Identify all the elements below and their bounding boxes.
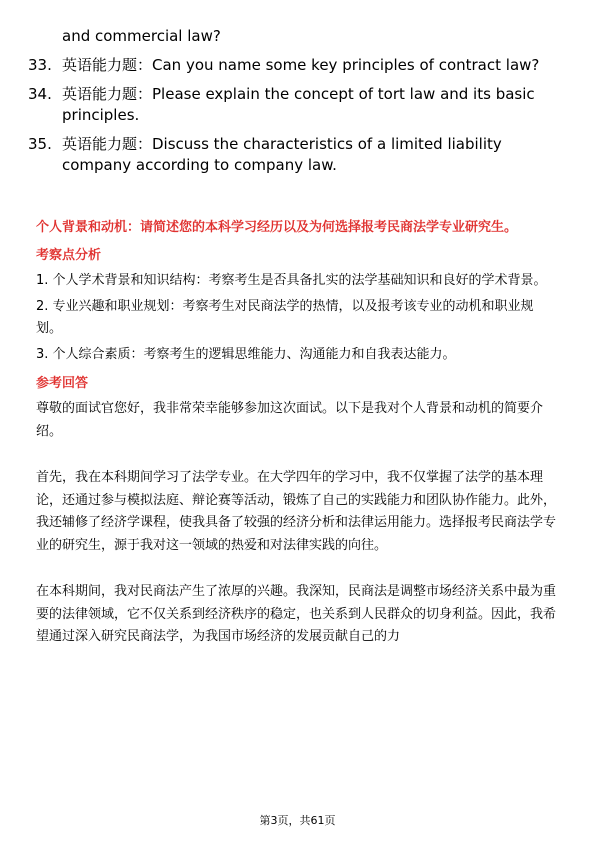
analysis-point: 1. 个人学术背景和知识结构：考察考生是否具备扎实的法学基础知识和良好的学术背景。 (36, 273, 547, 288)
question-text: 英语能力题：Please explain the concept of tort law and its basic principles. (62, 85, 535, 124)
section-title: 个人背景和动机：请简述您的本科学习经历以及为何选择报考民商法学专业研究生。 (36, 220, 518, 235)
question-item (28, 134, 558, 176)
paragraph-spacer (36, 557, 558, 581)
question-text: 英语能力题：Can you name some key principles of contract law? (62, 56, 540, 74)
question-number: 34. (28, 85, 52, 103)
question-continuation: and commercial law? (62, 27, 221, 45)
answer-heading: 参考回答 (36, 376, 89, 391)
page-number-footer: 第3页，共61页 (259, 814, 336, 827)
answer-paragraph: 在本科期间，我对民商法产生了浓厚的兴趣。我深知，民商法是调整市场经济关系中最为重要的法律领域，它不仅关系到经济秩序的稳定，也关系到人民群众的切身利益。因此，我希望通过深入研究民商法学，为我国市场经济的发展贡献自己的力 (36, 584, 557, 644)
interview-question-section (36, 218, 558, 649)
question-list (28, 26, 558, 184)
question-item (28, 55, 558, 76)
question-item (28, 84, 558, 126)
analysis-heading: 考察点分析 (36, 248, 102, 263)
analysis-point: 3. 个人综合素质：考察考生的逻辑思维能力、沟通能力和自我表达能力。 (36, 347, 456, 362)
analysis-point: 2. 专业兴趣和职业规划：考察考生对民商法学的热情，以及报考该专业的动机和职业规划。 (36, 299, 534, 336)
answer-paragraph: 首先，我在本科期间学习了法学专业。在大学四年的学习中，我不仅掌握了法学的基本理论，还通过参与模拟法庭、辩论赛等活动，锻炼了自己的实践能力和团队协作能力。此外，我还辅修了经济学课程，使我具备了较强的经济分析和法律运用能力。选择报考民商法学专业的研究生，源于我对这一领域的热爱和对法律实践的向往。 (36, 470, 557, 553)
answer-paragraph: 尊敬的面试官您好，我非常荣幸能够参加这次面试。以下是我对个人背景和动机的简要介绍。 (36, 401, 544, 439)
question-text: 英语能力题：Discuss the characteristics of a limited liability company according to company law. (62, 135, 502, 174)
paragraph-spacer (36, 443, 558, 467)
question-number: 35. (28, 135, 52, 153)
question-number: 33. (28, 56, 52, 74)
